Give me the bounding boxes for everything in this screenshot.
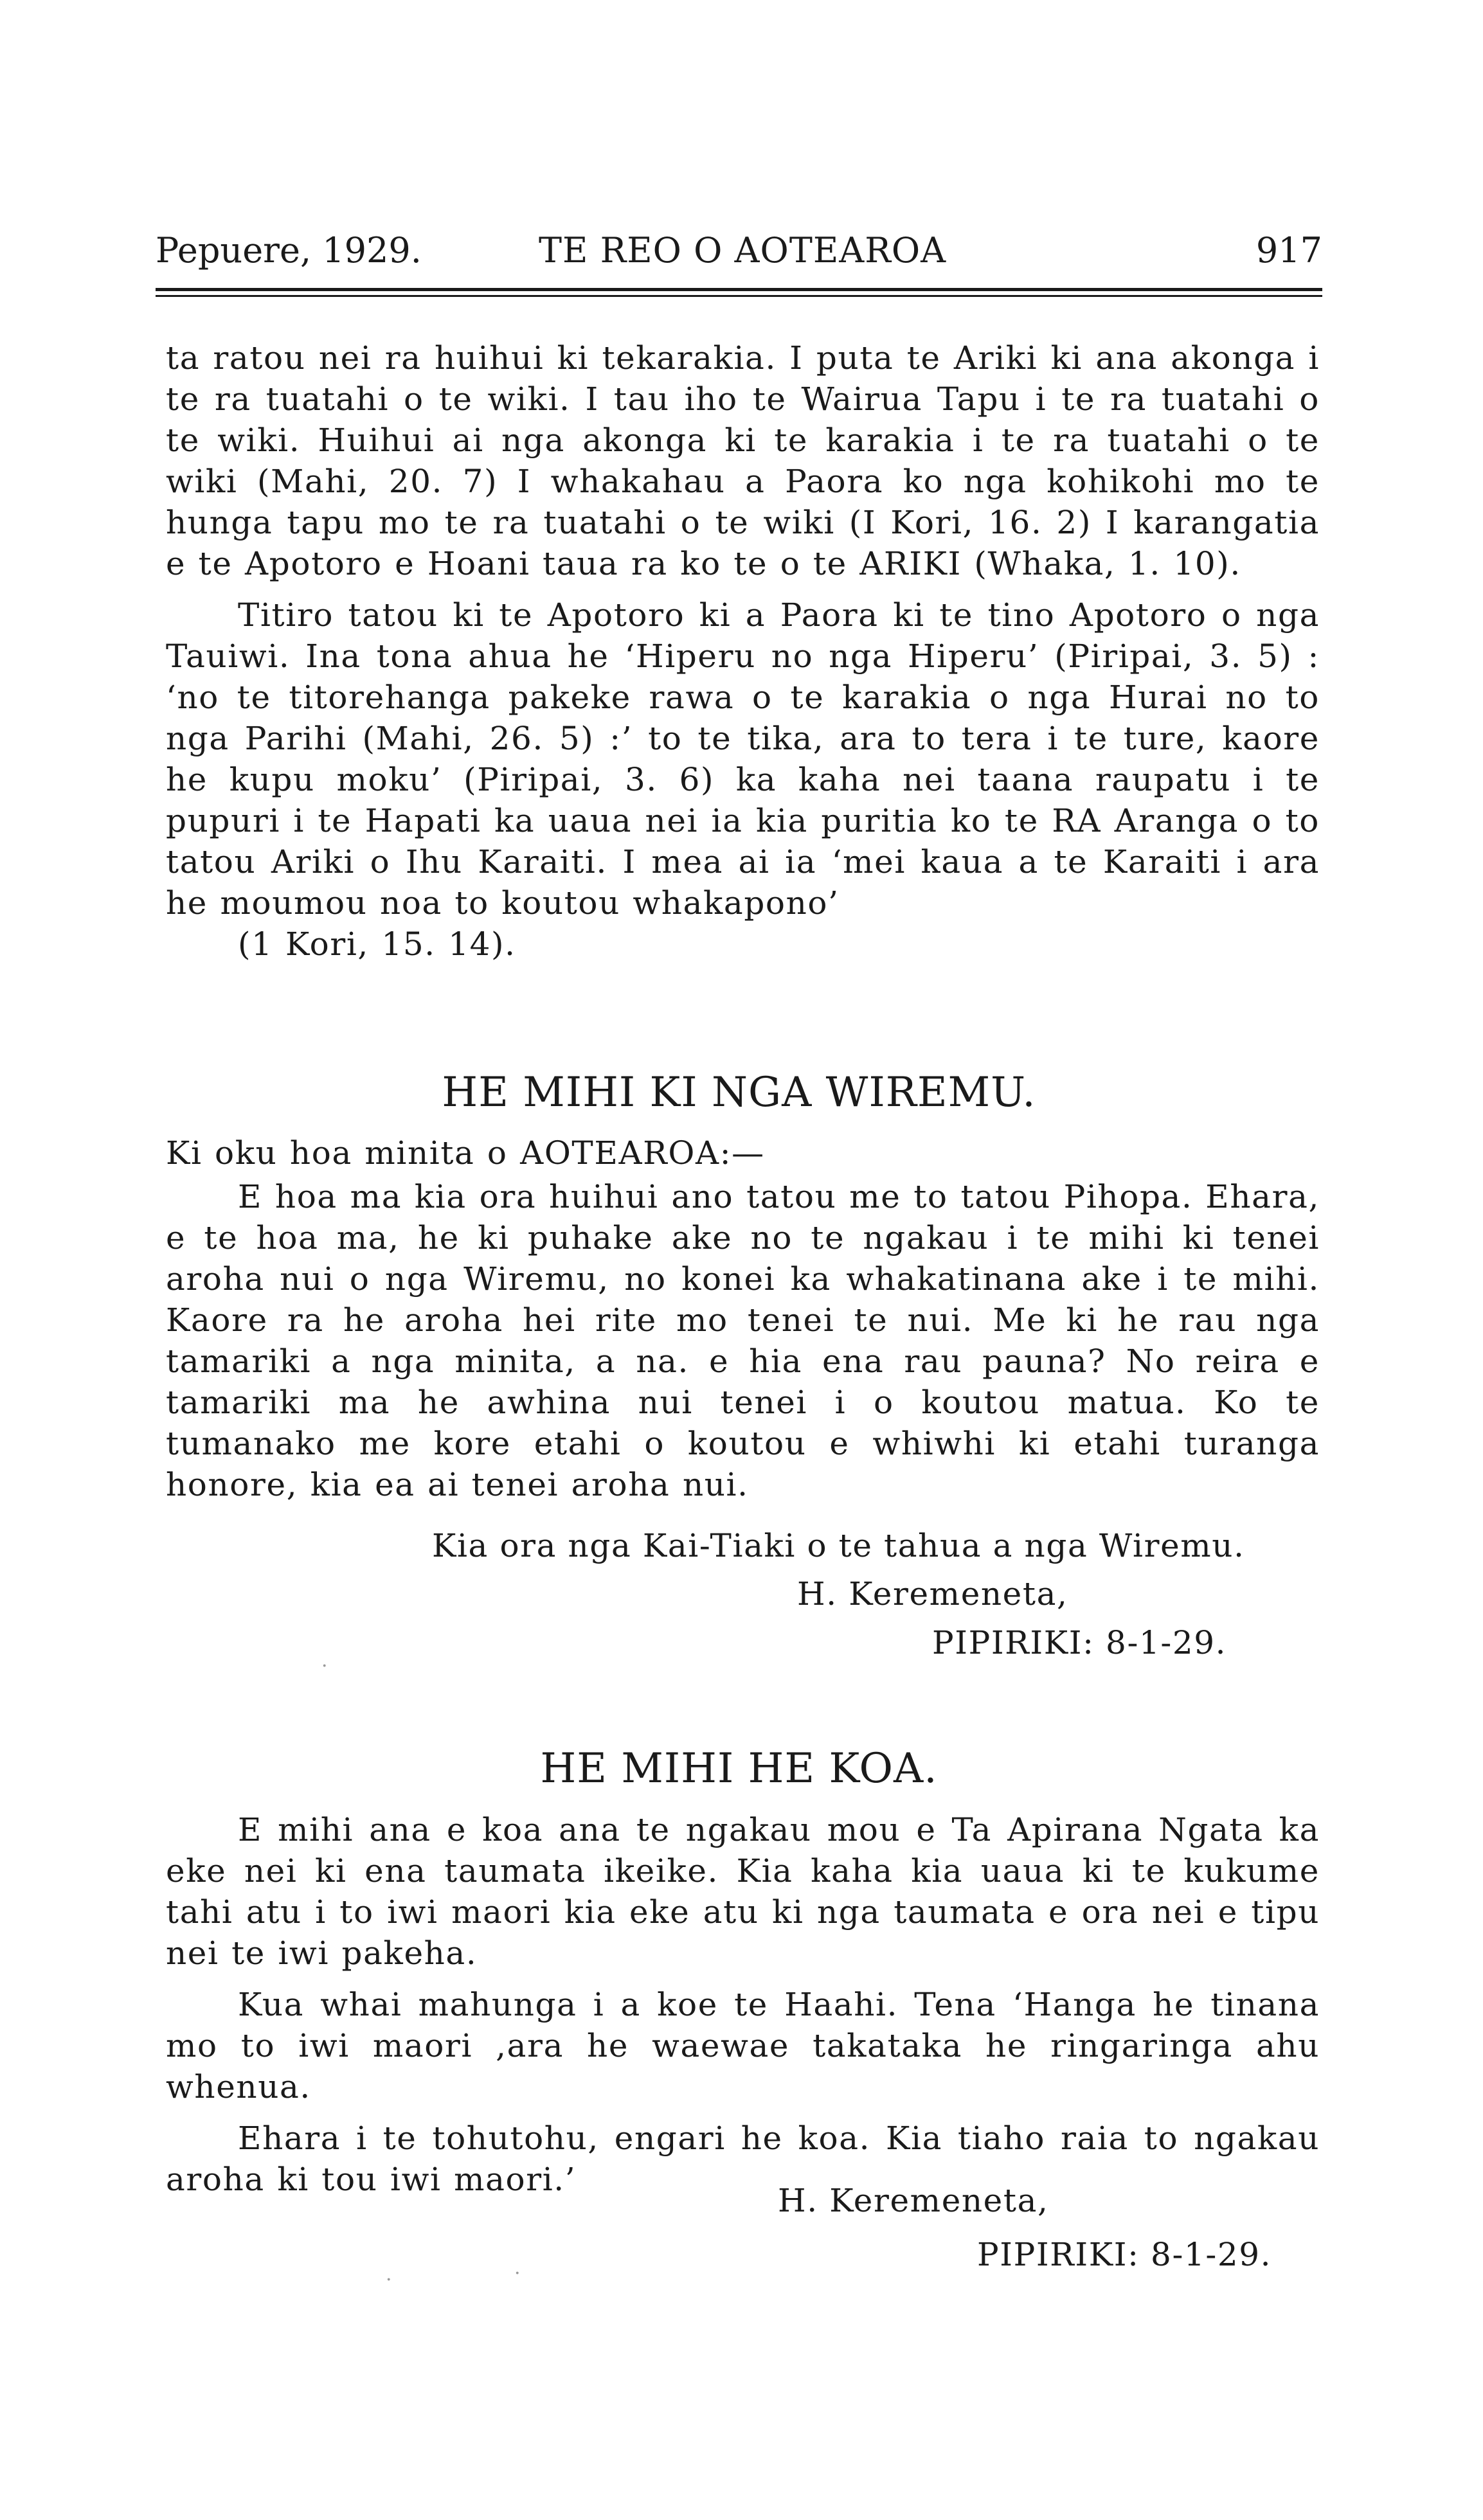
header-title: TE REO O AOTEAROA (539, 230, 947, 271)
paragraph: E hoa ma kia ora huihui ano tatou me to tatou Pihopa. Ehara, e te hoa ma, he ki puhake ake no te ngakau i te mihi ki tenei aroha nui o nga Wiremu, no konei ka whakatinana ake i te mihi. Kaore ra he aroha hei rite mo tenei te nui. Me ki he rau nga tamariki a nga minita, a na. e hia ena rau pauna? No reira e tamariki ma he awhina nui tenei i o koutou matua. Ko te tumanako me kore etahi o koutou e whiwhi ki etahi turanga honore, kia ea ai tenei aroha nui. (166, 1178, 1320, 1503)
paragraph: Ehara i te tohutohu, engari he koa. Kia tiaho raia to ngakau aroha ki tou iwi maori.’ (166, 2120, 1320, 2198)
place-date: PIPIRIKI: 8-1-29. (977, 2236, 1272, 2273)
closing-line: Kia ora nga Kai-Tiaki o te tahua a nga Wiremu. (432, 1527, 1245, 1564)
paragraph-end: (1 Kori, 15. 14). (238, 925, 516, 963)
print-speck: · (386, 2269, 392, 2291)
section-heading-koa: HE MIHI HE KOA. (540, 1745, 938, 1792)
print-speck: · (321, 1655, 328, 1677)
header-rule-thin (156, 295, 1322, 297)
place-date: PIPIRIKI: 8-1-29. (932, 1624, 1227, 1661)
header-rule-thick (156, 288, 1322, 291)
running-header (156, 225, 1322, 276)
signature: H. Keremeneta, (797, 1575, 1068, 1613)
page-number: 917 (1255, 230, 1322, 271)
paragraph: ta ratou nei ra huihui ki tekarakia. I puta te Ariki ki ana akonga i te ra tuatahi o te wiki. I tau iho te Wairua Tapu i te ra tuatahi o te wiki. Huihui ai nga akonga ki te karakia i te ra tuatahi o te wiki (Mahi, 20. 7) I whakahau a Paora ko nga kohikohi mo te hunga tapu mo te ra tuatahi o te wiki (I Kori, 16. 2) I karangatia e te Apotoro e Hoani taua ra ko te o te ARIKI (Whaka, 1. 10). (166, 339, 1320, 582)
paragraph: Titiro tatou ki te Apotoro ki a Paora ki te tino Apotoro o nga Tauiwi. Ina tona ahua he ‘Hiperu no nga Hiperu’ (Piripai, 3. 5) : ‘no te titorehanga pakeke rawa o te karakia o nga Hurai no to nga Parihi (Mahi, 26. 5) :’ to te tika, ara to tera i te ture, kaore he kupu moku’ (Piripai, 3. 6) ka kaha nei taana raupatu i te pupuri i te Hapati ka uaua nei ia kia puritia ko te RA Aranga o to tatou Ariki o Ihu Karaiti. I mea ai ia ‘mei kaua a te Karaiti i ara he moumou noa to koutou whakapono’ (166, 596, 1320, 922)
section-wiremu-text (166, 1132, 1320, 1515)
salutation: Ki oku hoa minita o AOTEAROA:— (166, 1134, 765, 1172)
section-heading-wiremu: HE MIHI KI NGA WIREMU. (442, 1069, 1036, 1116)
paragraph: Kua whai mahunga i a koe te Haahi. Tena ‘Hanga he tinana mo to iwi maori ,ara he waewae takataka he ringaringa ahu whenua. (166, 1986, 1320, 2105)
section-koa-text (166, 1809, 1320, 2210)
print-speck: · (514, 2262, 521, 2285)
paragraph: E mihi ana e koa ana te ngakau mou e Ta Apirana Ngata ka eke nei ki ena taumata ikeike. Kia kaha kia uaua ki te kukume tahi atu i to iwi maori kia eke atu ki nga taumata e ora nei e tipu nei te iwi pakeha. (166, 1811, 1320, 1972)
section-continued-text (166, 337, 1320, 975)
signature: H. Keremeneta, (778, 2182, 1049, 2219)
header-date: Pepuere, 1929. (156, 230, 422, 271)
